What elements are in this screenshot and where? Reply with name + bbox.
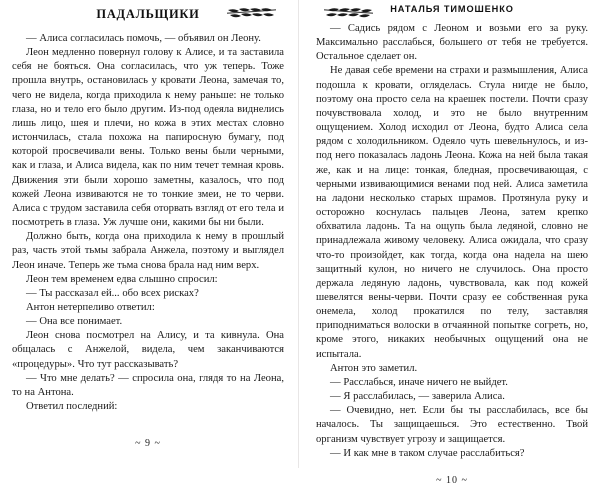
paragraph: — Очевидно, нет. Если бы ты расслабилась, все бы началось. Ты защищаешься. Это естественно. Твой организм чувствует угрозу и защищается. — [316, 405, 588, 445]
left-page — [0, 0, 300, 468]
paragraph: — И как мне в таком случае расслабиться? — [330, 447, 525, 459]
chapter-title: ПАДАЛЬЩИКИ — [96, 6, 200, 21]
leaf-sprig-icon — [322, 7, 374, 21]
paragraph: Антон нетерпеливо ответил: — [26, 301, 155, 313]
paragraph: Леон снова посмотрел на Алису, и та кивнула. Она общалась с Анжелой, видела, чем заканчиваются «процедуры». Что тут рассказывать? — [12, 330, 284, 370]
right-page — [300, 0, 600, 486]
left-page-body — [12, 24, 284, 424]
right-page-body — [316, 14, 588, 461]
left-page-running-head — [12, 4, 284, 24]
paragraph: Леон медленно повернул голову к Алисе, и та заставила себя не бояться. Она согласилась, что уж теперь. Тоже прошла внутрь, остановилась у кровати Леона, замечая то, чего не видела, когда приходила к нему раньше: не только глаза, но и тело его было другим. Из-под одеяла виднелись лишь лицо, шея и плечи, но кожа в этих местах словно истончилась, стала похожа на папиросную бумагу, под которой просвечивали вены. Только вены были черными, как и глаза, и Алиса видела, как по ним течет темная кровь. Движения эти были хорошо заметны, казалось, что под кожей Леона извиваются не то тонкие змеи, не то черви. Алиса с трудом заставила себя оторвать взгляд от его тела и посмотреть в глаза. Уж лучше они, какими бы ни были. — [12, 47, 284, 229]
paragraph: — Я расслабилась, — заверила Алиса. — [330, 391, 505, 403]
paragraph: Не давая себе времени на страхи и размышления, Алиса подошла к кровати, огляделась. Стула нигде не было, поэтому она просто села на краешек постели. Почти сразу почувствовала холод, и это не было внутренним ощущением. Холод исходил от Леона, будто Алиса села рядом с холодильником. Одеяло чуть шевельнулось, и из-под него показалась ладонь Леона. Кожа на ней была такая же, как и на лице: тонкая, бледная, просвечивающая, с черными извивающимися венами под ней. Алиса заметила на ладони несколько старых шрамов. Протянула руку и осторожно коснулась пальцев Леона, затем крепко обхватила ладонь. Та на ощупь была ледяной, словно не принадлежала живому человеку. Алиса ожидала, что сразу что-то произойдет, как тогда, когда она надела на шею защитный кулон, но ничего не случилось. Она просто держала ледяную ладонь, чувствовала, как под кожей шевелятся вены-черви. Почти сразу ее собственная рука онемела, холод прокатился по телу, заставляя приподниматься волоски в отчаянной попытке согреть, но, кроме этого, никаких необычных ощущений она не испытала. — [316, 65, 588, 360]
paragraph: — Расслабься, иначе ничего не выйдет. — [330, 376, 508, 388]
paragraph: Должно быть, когда она приходила к нему в прошлый раз, часть этой тьмы забрала Анжела, поэтому и выглядел Леон иначе. Теперь же тьма снова брала над ним верх. — [12, 231, 284, 271]
paragraph: — Ты рассказал ей... обо всех рисках? — [26, 287, 199, 299]
paragraph: Ответил последний: — [26, 401, 118, 413]
page-number: ~ 10 ~ — [436, 474, 468, 486]
paragraph: — Садись рядом с Леоном и возьми его за руку. Максимально расслабься, большего от тебя не требуется. Остальное сделает он. — [316, 23, 588, 63]
left-page-folio — [12, 424, 284, 468]
paragraph: — Алиса согласилась помочь, — объявил он Леону. — [26, 33, 261, 44]
author-name: НАТАЛЬЯ ТИМОШЕНКО — [390, 4, 514, 14]
leaf-sprig-icon — [226, 7, 278, 21]
paragraph: — Что мне делать? — спросила она, глядя то на Леона, то на Антона. — [12, 372, 284, 398]
right-page-folio — [316, 461, 588, 486]
paragraph: Антон это заметил. — [330, 362, 418, 374]
paragraph: — Она все понимает. — [26, 316, 123, 328]
paragraph: Леон тем временем едва слышно спросил: — [26, 273, 218, 285]
page-number: ~ 9 ~ — [135, 438, 161, 449]
right-page-running-head — [316, 4, 588, 14]
